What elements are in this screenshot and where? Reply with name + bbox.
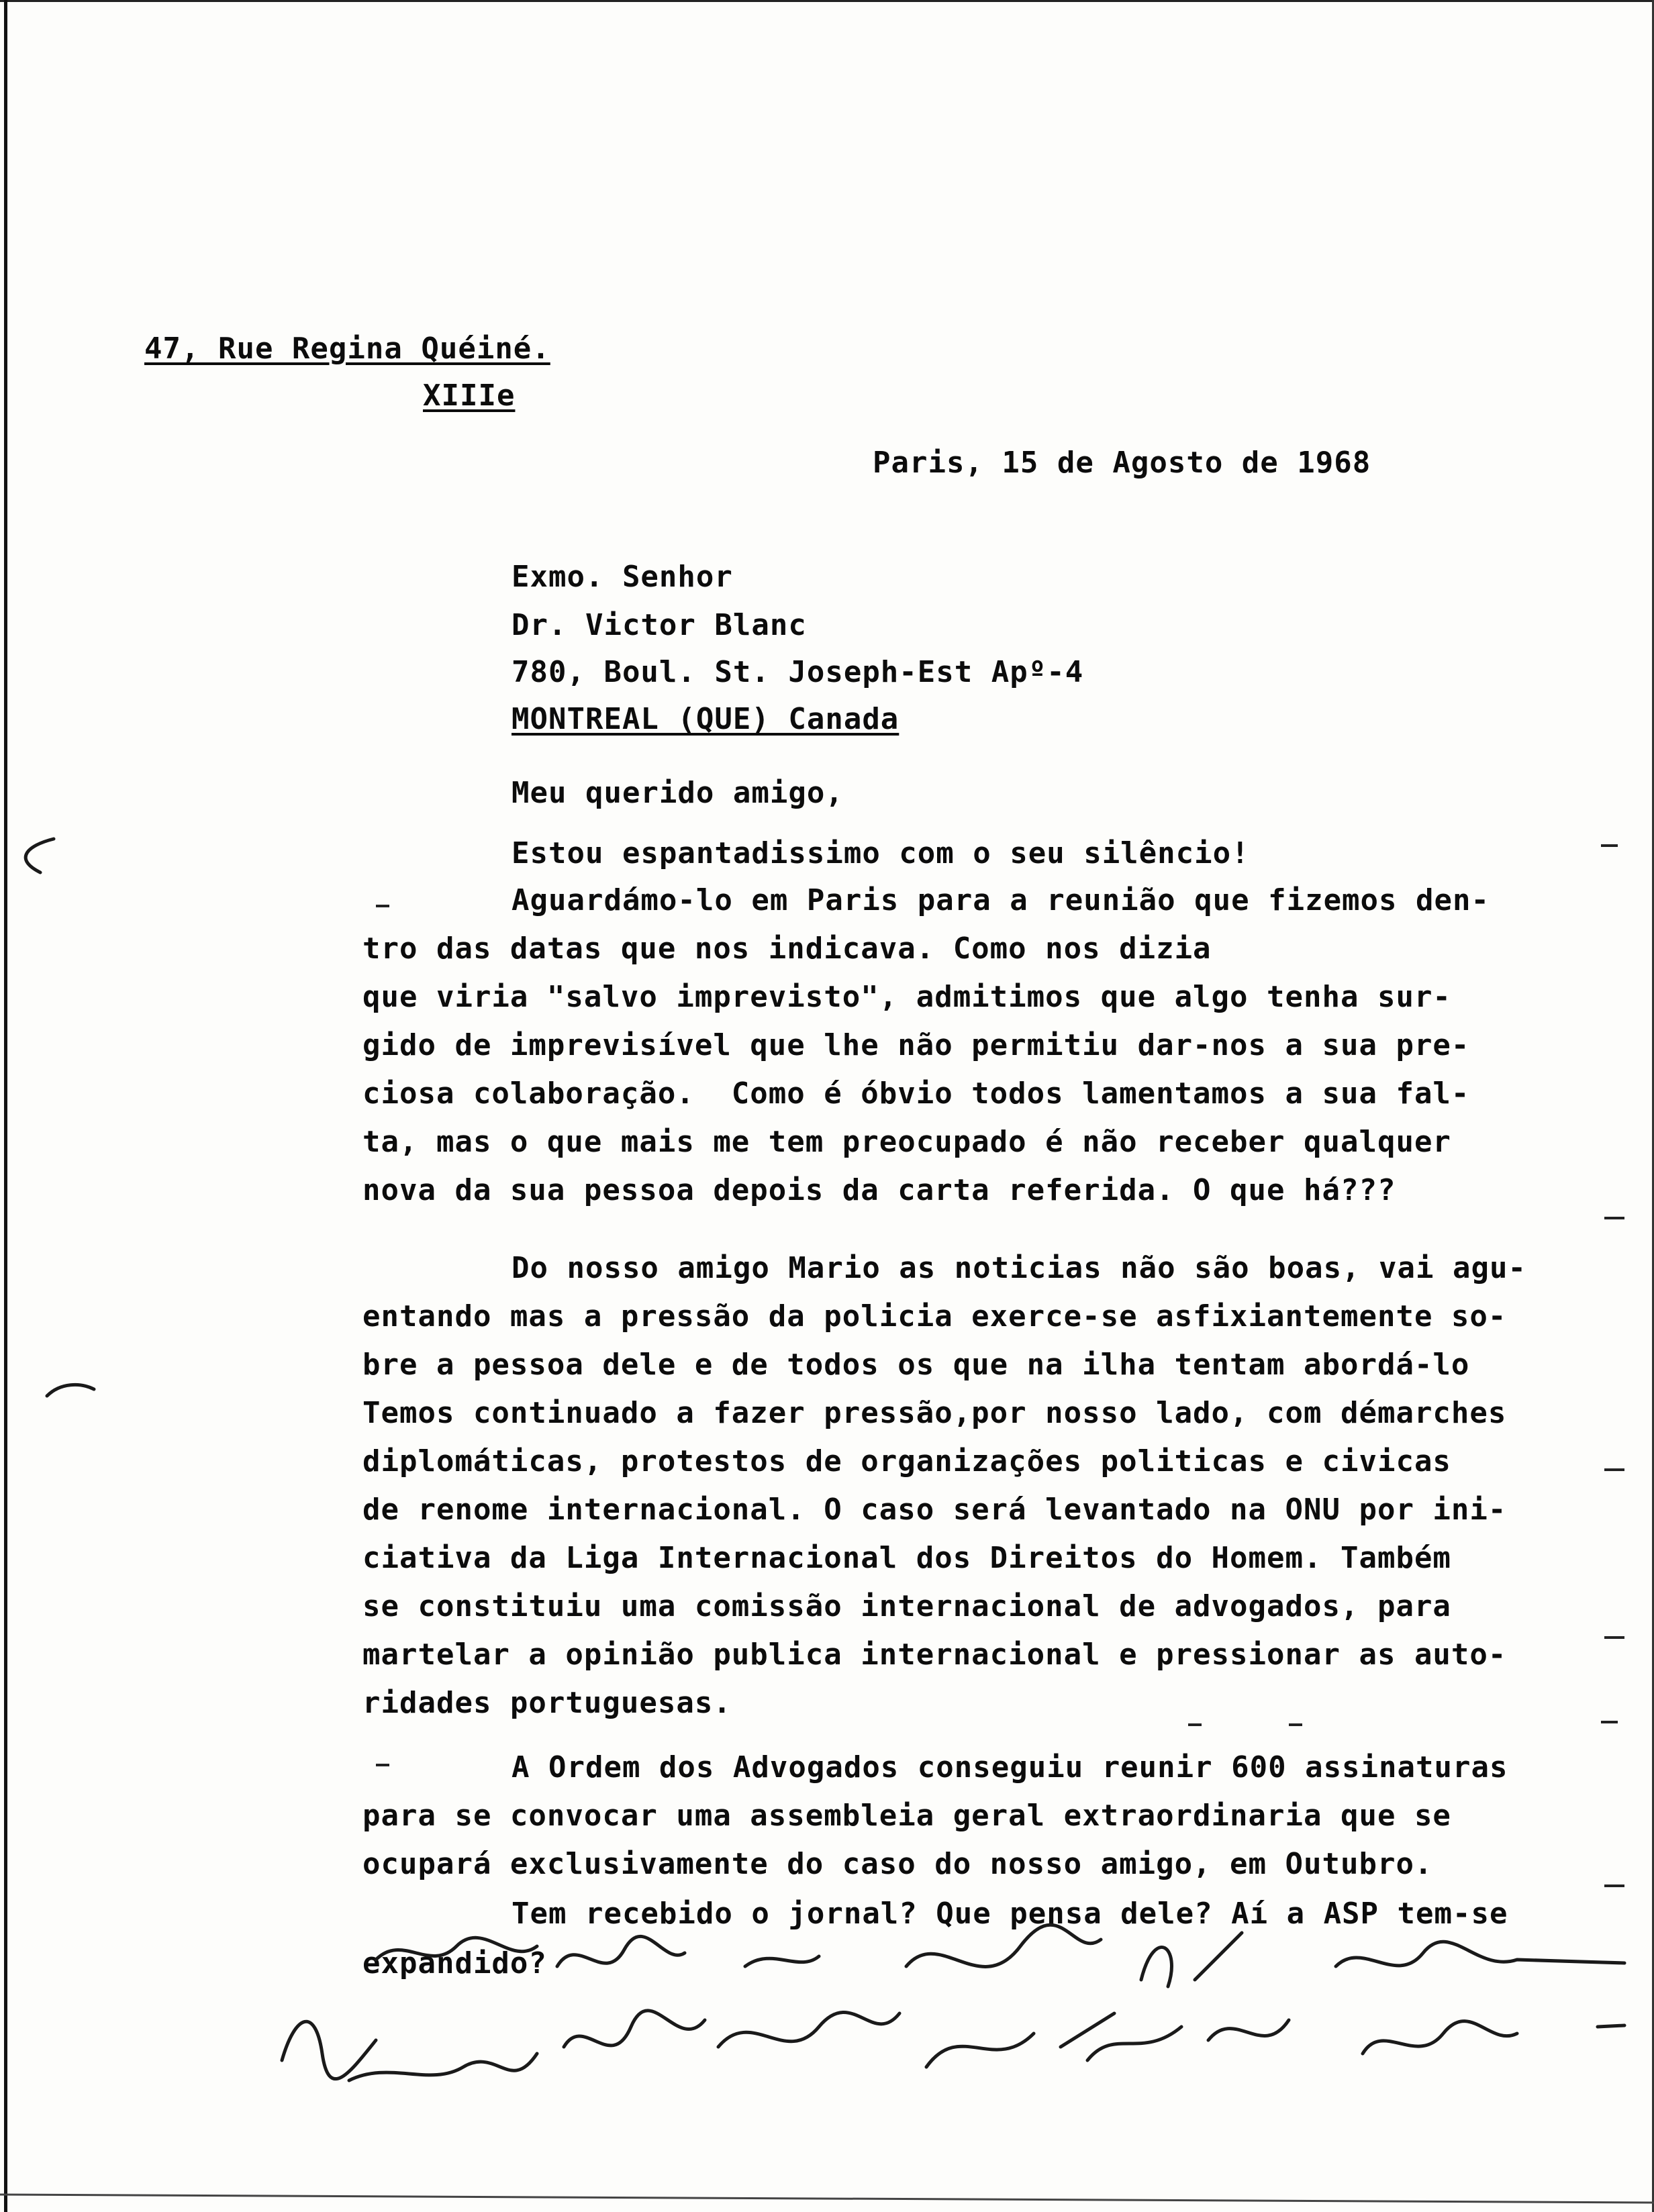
body-line: tro das datas que nos indicava. Como nos dizia [362, 932, 1212, 966]
body-line: ciosa colaboração. Como é óbvio todos lamentamos a sua fal- [362, 1076, 1470, 1111]
body-line: Estou espantadissimo com o seu silêncio! [512, 836, 1250, 870]
sender-address-street: 47, Rue Regina Quéiné. [144, 332, 550, 366]
body-line: ridades portuguesas. [362, 1686, 732, 1720]
body-line: nova da sua pessoa depois da carta referida. O que há??? [362, 1173, 1396, 1207]
body-line: entando mas a pressão da policia exerce-se asfixiantemente so- [362, 1299, 1507, 1334]
body-line: expandido? [362, 1946, 547, 1980]
recipient-city: MONTREAL (QUE) Canada [512, 702, 899, 736]
body-line: martelar a opinião publica internacional e pressionar as auto- [362, 1638, 1507, 1672]
body-line: bre a pessoa dele e de todos os que na ilha tentam abordá-lo [362, 1348, 1470, 1382]
sender-address-arrondissement: XIIIe [423, 379, 516, 413]
date-line: Paris, 15 de Agosto de 1968 [873, 446, 1371, 480]
body-line: para se convocar uma assembleia geral extraordinaria que se [362, 1799, 1451, 1833]
recipient-title: Exmo. Senhor [512, 560, 733, 594]
body-line: ta, mas o que mais me tem preocupado é não receber qualquer [362, 1125, 1451, 1159]
body-line: diplomáticas, protestos de organizações politicas e civicas [362, 1444, 1451, 1478]
body-line: se constituiu uma comissão internacional de advogados, para [362, 1589, 1451, 1623]
body-line: de renome internacional. O caso será levantado na ONU por ini- [362, 1493, 1507, 1527]
body-line: Temos continuado a fazer pressão,por nosso lado, com démarches [362, 1396, 1507, 1430]
recipient-street: 780, Boul. St. Joseph-Est Apº-4 [512, 655, 1084, 689]
body-line: A Ordem dos Advogados conseguiu reunir 600 assinaturas [512, 1750, 1508, 1784]
salutation: Meu querido amigo, [512, 776, 844, 810]
body-line: que viria "salvo imprevisto", admitimos que algo tenha sur- [362, 980, 1451, 1014]
body-line: ciativa da Liga Internacional dos Direitos do Homem. Também [362, 1541, 1451, 1575]
body-line: Tem recebido o jornal? Que pensa dele? Aí a ASP tem-se [512, 1897, 1508, 1931]
body-line: gido de imprevisível que lhe não permitiu dar-nos a sua pre- [362, 1028, 1470, 1062]
body-line: Aguardámo-lo em Paris para a reunião que fizemos den- [512, 883, 1490, 917]
body-line: Do nosso amigo Mario as noticias não são boas, vai agu- [512, 1251, 1526, 1285]
body-line: ocupará exclusivamente do caso do nosso amigo, em Outubro. [362, 1847, 1433, 1881]
recipient-name: Dr. Victor Blanc [512, 608, 807, 642]
